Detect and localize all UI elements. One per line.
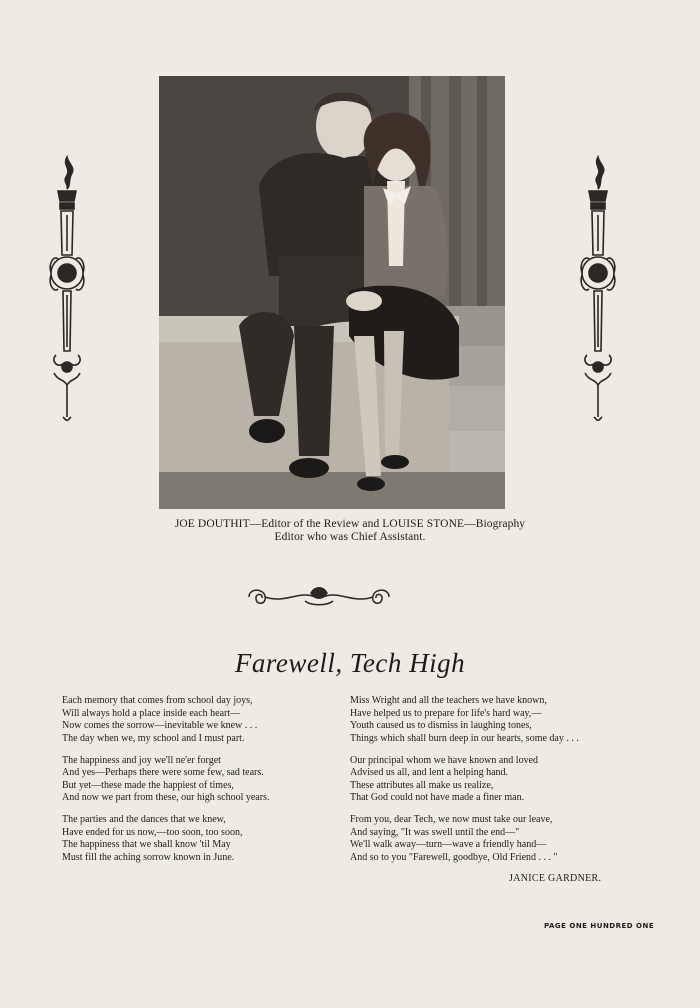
poem-line: The happiness that we shall know 'til May: [62, 839, 231, 850]
scroll-divider-ornament: [245, 584, 393, 615]
poem-author: JANICE GARDNER.: [509, 873, 602, 884]
poem-line: Miss Wright and all the teachers we have known,: [350, 695, 547, 706]
torch-ornament-right: [575, 155, 621, 426]
poem-line: And yes—Perhaps there were some few, sad tears.: [62, 767, 264, 778]
poem-right-column: [350, 695, 650, 874]
poem-line: Our principal whom we have known and loved: [350, 754, 539, 766]
poem-line: From you, dear Tech, we now must take our leave,: [350, 814, 553, 825]
poem-line: We'll walk away—turn—wave a friendly hand—: [350, 839, 547, 850]
caption-line-2: Editor who was Chief Assistant.: [274, 531, 426, 543]
poem-line: Will always hold a place inside each heart—: [62, 707, 241, 719]
couple-photograph: [159, 76, 505, 509]
poem-title: Farewell, Tech High: [234, 648, 466, 678]
poem-line: Have helped us to prepare for life's hard way,—: [350, 707, 542, 719]
stanza: [62, 695, 347, 745]
poem-line: Now comes the sorrow—inevitable we knew . . .: [62, 720, 258, 731]
poem-line: Things which shall burn deep in our hearts, some day . . .: [350, 732, 579, 744]
poem-line: That God could not have made a finer man.: [350, 792, 525, 803]
poem-line: The day when we, my school and I must part.: [62, 732, 245, 744]
poem-line: Have ended for us now,—too soon, too soon,: [62, 826, 243, 838]
poem-line: Advised us all, and lent a helping hand.: [350, 767, 509, 778]
poem-line: And saying, "It was swell until the end—": [350, 826, 520, 838]
poem-line: The parties and the dances that we knew,: [62, 814, 226, 825]
poem-line: And so to you "Farewell, goodbye, Old Friend . . . ": [350, 851, 558, 863]
poem-line: But yet—these made the happiest of times,: [62, 779, 234, 791]
poem-left-column: [62, 695, 347, 874]
stanza: [62, 814, 347, 864]
photo-caption: [110, 518, 590, 544]
stanza: [350, 755, 650, 805]
poem-line: Youth caused us to dismiss in laughing tones,: [350, 720, 532, 731]
poem-line: Each memory that comes from school day joys,: [62, 695, 253, 706]
stanza: [350, 814, 650, 864]
stanza: [350, 695, 650, 745]
poem-line: And now we part from these, our high school years.: [62, 792, 270, 803]
caption-line-1: JOE DOUTHIT—Editor of the Review and LOUISE STONE—Biography: [174, 518, 526, 530]
poem-line: Must fill the aching sorrow known in June.: [62, 851, 235, 863]
stanza: [62, 755, 347, 805]
page-number: PAGE ONE HUNDRED ONE: [544, 922, 655, 930]
torch-ornament-left: [44, 155, 90, 426]
poem-line: These attributes all make us realize,: [350, 779, 494, 791]
poem-line: The happiness and joy we'll ne'er forget: [62, 754, 221, 766]
